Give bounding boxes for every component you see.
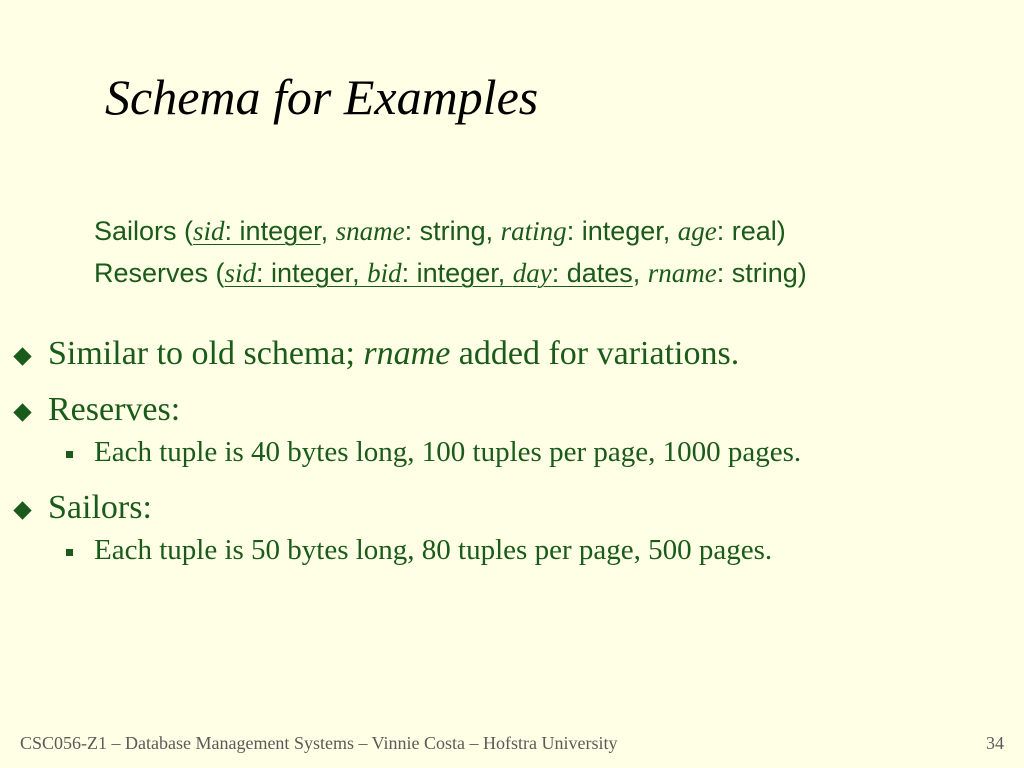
sub-bullet-sailors-stats: [12, 530, 801, 570]
sub-bullet-text-reserves: Each tuple is 40 bytes long, 100 tuples per page, 1000 pages.: [94, 436, 802, 468]
reserves-attr-sid: sid: [224, 258, 257, 288]
square-bullet-icon: [66, 451, 73, 458]
reserves-schema-line: [94, 252, 807, 294]
diamond-bullet-icon: [13, 403, 31, 421]
schema-definitions: [94, 210, 807, 294]
page-number: 34: [986, 733, 1004, 753]
reserves-type-sid: : integer,: [256, 258, 368, 288]
sailors-primary-key: [193, 216, 321, 246]
sailors-type-rating: : integer,: [566, 216, 678, 246]
reserves-attr-day: day: [512, 258, 552, 288]
bullet-item-sailors: [12, 486, 801, 530]
reserves-type-rname: : string): [716, 258, 807, 288]
reserves-relation-name: Reserves (: [94, 258, 225, 288]
diamond-bullet-icon: [13, 347, 31, 365]
reserves-primary-key: [225, 258, 633, 288]
sub-bullet-reserves-stats: [12, 432, 801, 472]
footer-course-info: CSC056-Z1 – Database Management Systems – Vinnie Costa – Hofstra University: [20, 733, 618, 753]
bullet-text-post: added for variations.: [450, 335, 740, 372]
sailors-type-sname: : string,: [404, 216, 501, 246]
sailors-type-sid: : integer: [224, 216, 321, 246]
bullet-text-reserves: Reserves:: [48, 391, 181, 428]
sailors-attr-age: age: [677, 216, 717, 246]
bullet-item-reserves: [12, 388, 801, 432]
sailors-schema-line: [94, 210, 807, 252]
reserves-type-bid: : integer,: [401, 258, 513, 288]
sailors-type-age: : real): [716, 216, 786, 246]
sailors-attr-rating: rating: [500, 216, 567, 246]
sailors-relation-name: Sailors (: [94, 216, 194, 246]
slide-title: Schema for Examples: [105, 69, 539, 125]
reserves-attr-bid: bid: [367, 258, 402, 288]
bullet-list: [12, 332, 801, 570]
bullet-text-sailors: Sailors:: [48, 489, 152, 526]
sailors-attr-sid: sid: [193, 216, 225, 246]
sailors-attr-sname: sname: [335, 216, 405, 246]
bullet-text-pre: Similar to old schema;: [48, 335, 364, 372]
sailors-separator: ,: [320, 216, 336, 246]
diamond-bullet-icon: [13, 501, 31, 519]
square-bullet-icon: [66, 549, 73, 556]
bullet-item-variation: [12, 332, 801, 376]
reserves-attr-rname: rname: [647, 258, 717, 288]
bullet-text-emphasis: rname: [363, 335, 451, 372]
reserves-type-day: : dates: [551, 258, 633, 288]
reserves-separator: ,: [632, 258, 648, 288]
sub-bullet-text-sailors: Each tuple is 50 bytes long, 80 tuples per page, 500 pages.: [94, 534, 773, 566]
